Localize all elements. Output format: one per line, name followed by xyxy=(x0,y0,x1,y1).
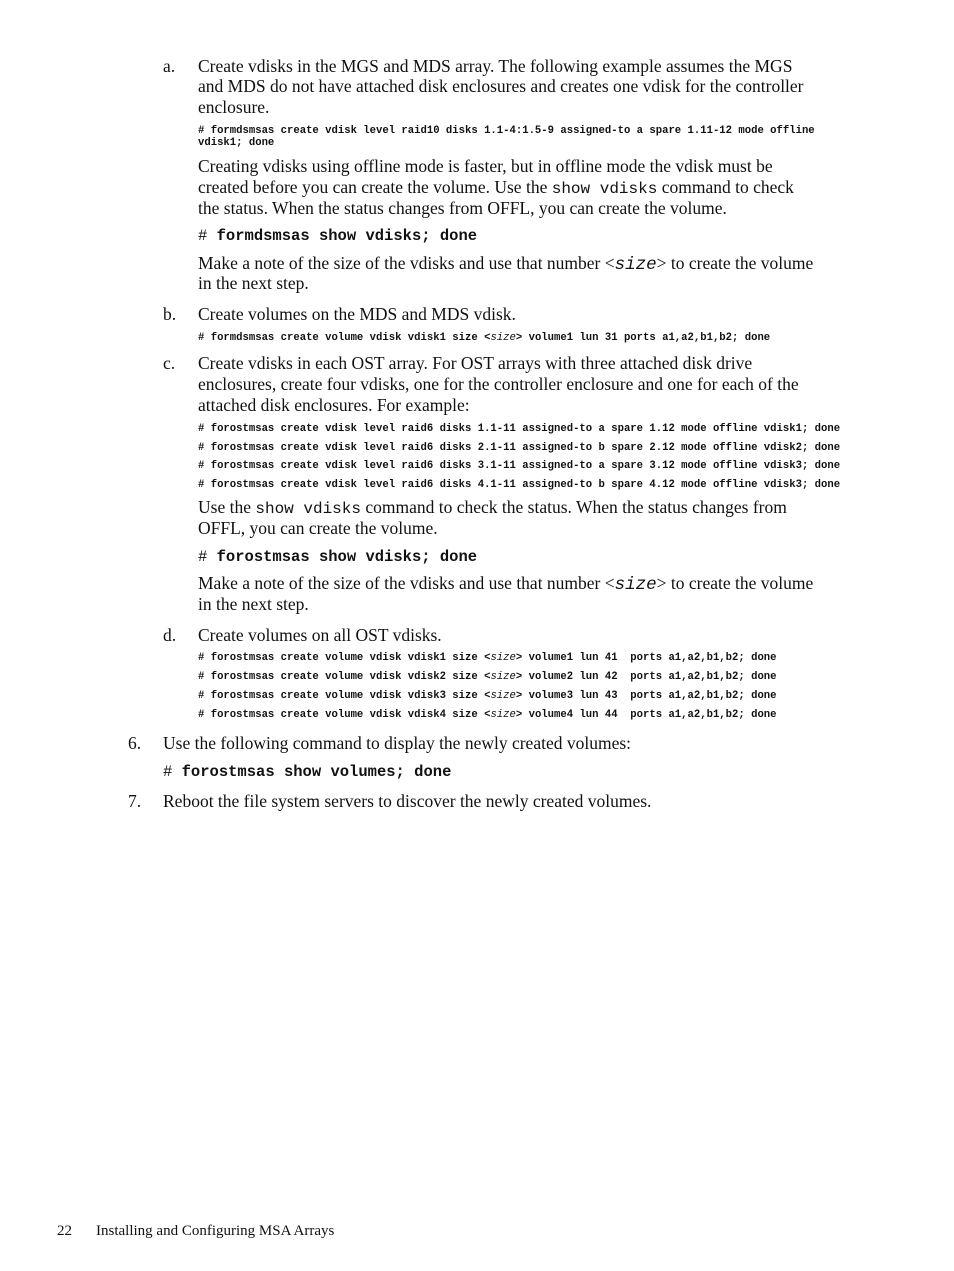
inline-code: show vdisks xyxy=(255,500,361,518)
item-a-para2-line2: created before you can create the volume. Use the show vdisks command to check xyxy=(198,177,794,198)
item-b-code: # formdsmsas create volume vdisk vdisk1 size <size> volume1 lun 31 ports a1,a2,b1,b2; done xyxy=(198,332,771,344)
item-a-command: # formdsmsas show vdisks; done xyxy=(198,227,478,245)
step-7-text: Reboot the file system servers to discover the newly created volumes. xyxy=(163,791,652,811)
item-c-marker: c. xyxy=(163,353,176,373)
running-footer-title: Installing and Configuring MSA Arrays xyxy=(96,1223,335,1239)
item-a-text-line1: Create vdisks in the MGS and MDS array. The following example assumes the MGS xyxy=(198,56,793,76)
item-d-code-line2: # forostmsas create volume vdisk vdisk2 size <size> volume2 lun 42 ports a1,a2,b1,b2; done xyxy=(198,671,777,683)
page-number: 22 xyxy=(57,1223,72,1239)
item-d-code-line1: # forostmsas create volume vdisk vdisk1 size <size> volume1 lun 41 ports a1,a2,b1,b2; done xyxy=(198,652,777,664)
item-b-marker: b. xyxy=(163,304,177,324)
step-6-marker: 6. xyxy=(128,733,142,753)
item-d-code-line3: # forostmsas create volume vdisk vdisk3 size <size> volume3 lun 43 ports a1,a2,b1,b2; done xyxy=(198,690,777,702)
item-c-text-line1: Create vdisks in each OST array. For OST arrays with three attached disk drive xyxy=(198,353,753,373)
step-6-command: # forostmsas show volumes; done xyxy=(163,763,452,781)
item-a-note-line1: Make a note of the size of the vdisks and use that number <size> to create the volume xyxy=(198,253,814,275)
item-a-code-line2: vdisk1; done xyxy=(198,137,275,149)
item-c-para2-line1: Use the show vdisks command to check the status. When the status changes from xyxy=(198,497,787,518)
inline-code: show vdisks xyxy=(551,180,658,198)
item-c-note-line1: Make a note of the size of the vdisks and use that number <size> to create the volume xyxy=(198,573,814,595)
item-a-marker: a. xyxy=(163,56,176,76)
item-d-text: Create volumes on all OST vdisks. xyxy=(198,625,442,645)
item-c-note-line2: in the next step. xyxy=(198,594,309,614)
step-6-text: Use the following command to display the newly created volumes: xyxy=(163,733,632,753)
item-a-code-line1: # formdsmsas create vdisk level raid10 disks 1.1-4:1.5-9 assigned-to a spare 1.11-12 mode offline xyxy=(198,125,815,137)
item-c-para2-line2: OFFL, you can create the volume. xyxy=(198,518,438,538)
step-7-marker: 7. xyxy=(128,791,142,811)
item-a-text-line3: enclosure. xyxy=(198,97,270,117)
item-a-para2-line1: Creating vdisks using offline mode is faster, but in offline mode the vdisk must be xyxy=(198,156,773,176)
item-c-text-line3: attached disk enclosures. For example: xyxy=(198,395,470,415)
item-d-marker: d. xyxy=(163,625,177,645)
item-c-code-line1: # forostmsas create vdisk level raid6 disks 1.1-11 assigned-to a spare 1.12 mode offline vdisk1; done xyxy=(198,423,841,435)
item-a-note-line2: in the next step. xyxy=(198,273,309,293)
item-c-code-line4: # forostmsas create vdisk level raid6 disks 4.1-11 assigned-to b spare 4.12 mode offline vdisk3; done xyxy=(198,479,841,491)
item-b-text: Create volumes on the MDS and MDS vdisk. xyxy=(198,304,516,324)
item-c-command: # forostmsas show vdisks; done xyxy=(198,548,478,566)
item-c-code-line2: # forostmsas create vdisk level raid6 disks 2.1-11 assigned-to b spare 2.12 mode offline vdisk2; done xyxy=(198,442,841,454)
item-a-para2-line3: the status. When the status changes from OFFL, you can create the volume. xyxy=(198,198,727,218)
item-c-code-line3: # forostmsas create vdisk level raid6 disks 3.1-11 assigned-to a spare 3.12 mode offline vdisk3; done xyxy=(198,460,841,472)
item-c-text-line2: enclosures, create four vdisks, one for the controller enclosure and one for each of the xyxy=(198,374,799,394)
item-a-text-line2: and MDS do not have attached disk enclosures and creates one vdisk for the controller xyxy=(198,76,804,96)
item-d-code-line4: # forostmsas create volume vdisk vdisk4 size <size> volume4 lun 44 ports a1,a2,b1,b2; done xyxy=(198,709,777,721)
